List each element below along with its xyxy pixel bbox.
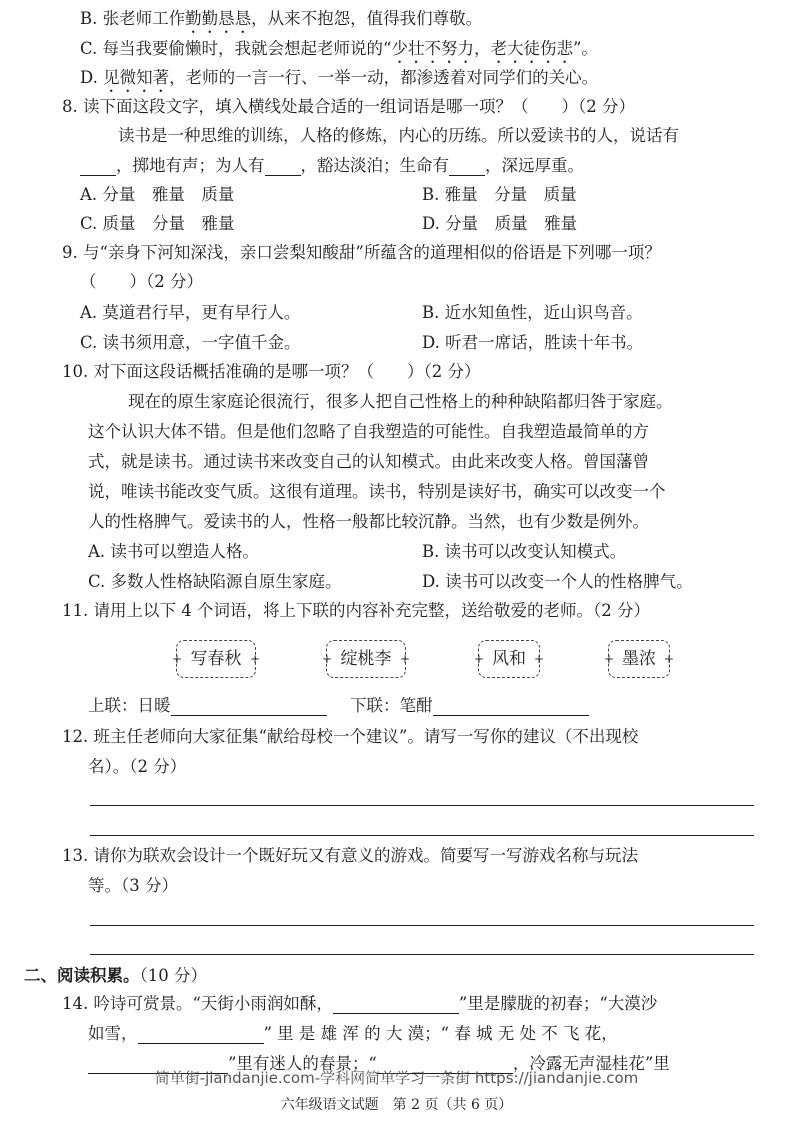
couplet-lower <box>350 696 589 716</box>
couplet-label: 上联：日暖 <box>88 696 171 715</box>
emphasized-text: 见微知著 <box>103 68 170 87</box>
q8-option-b: B. 雅量 分量 质量 <box>422 185 577 204</box>
emphasized-text: 勤勤恳恳 <box>185 9 252 28</box>
passage-text: ，掷地有声；为人有 <box>116 156 265 175</box>
q8-passage-line2 <box>80 156 584 176</box>
q8-option-d: D. 分量 质量 雅量 <box>422 214 578 233</box>
q10-passage-line: 说，唯读书能改变气质。这很有道理。读书，特别是读好书，确实可以改变一个 <box>88 482 666 501</box>
q8-option-a: A. 分量 雅量 质量 <box>80 185 235 204</box>
section-score: （10 分） <box>139 966 207 985</box>
answer-line[interactable] <box>90 925 754 926</box>
poem-text: 如雪， <box>88 1024 138 1043</box>
q8-option-c: C. 质量 分量 雅量 <box>80 214 235 233</box>
option-text: ，从来不抱怨，值得我们尊敬。 <box>251 9 483 28</box>
answer-line[interactable] <box>90 954 754 955</box>
couplet-upper <box>88 696 327 716</box>
answer-line[interactable] <box>90 805 754 806</box>
option-text: B. 张老师工作 <box>80 9 186 28</box>
word-card: + 绽桃李 + <box>326 640 406 678</box>
q13-stem: 13. 请你为联欢会设计一个既好玩又有意义的游戏。简要写一写游戏名称与玩法 <box>62 846 638 865</box>
q10-option-c: C. 多数人性格缺陷源自原生家庭。 <box>88 572 342 591</box>
passage-text: ，豁达淡泊；生命有 <box>300 156 449 175</box>
q10-passage-line: 人的性格脾气。爱读书的人，性格一般都比较沉静。当然，也有少数是例外。 <box>88 512 649 531</box>
option-text: D. <box>80 68 104 87</box>
q9-stem-cont: （ ）（2 分） <box>80 272 203 291</box>
q10-passage-line: 这个认识大体不错。但是他们忽略了自我塑造的可能性。自我塑造最简单的方 <box>88 422 649 441</box>
section-heading <box>24 962 207 986</box>
couplet-label: 下联：笔酣 <box>350 696 433 715</box>
poem-blank[interactable] <box>138 1027 264 1044</box>
q7-option-d <box>80 68 598 96</box>
q8-passage-line1: 读书是一种思维的训练，人格的修炼，内心的历练。所以爱读书的人，说话有 <box>118 126 679 145</box>
q13-stem-cont: 等。（3 分） <box>88 876 178 895</box>
q9-option-c: C. 读书须用意，一字值千金。 <box>80 333 301 352</box>
fill-blank[interactable] <box>449 159 485 176</box>
q14-line1 <box>62 994 657 1014</box>
q9-option-d: D. 听君一席话，胜读十年书。 <box>422 333 644 352</box>
poem-text: 14. 吟诗可赏景。“天街小雨润如酥， <box>62 994 333 1013</box>
poem-blank[interactable] <box>333 997 459 1014</box>
q10-passage-line: 式，就是读书。通过读书来改变自己的认知模式。由此来改变人格。曾国藩曾 <box>88 452 649 471</box>
option-text: ”。 <box>572 39 598 58</box>
q10-passage-line: 现在的原生家庭论很流行，很多人把自己性格上的种种缺陷都归咎于家庭。 <box>128 392 673 411</box>
q9-option-b: B. 近水知鱼性，近山识鸟音。 <box>422 303 643 322</box>
poem-text: ，冷露无声湿桂花”里 <box>512 1054 670 1073</box>
emphasized-text: 少壮不努力，老大徒伤悲 <box>391 39 573 58</box>
q12-stem: 12. 班主任老师向大家征集“献给母校一个建议”。请写一写你的建议（不出现校 <box>62 727 639 746</box>
answer-line[interactable] <box>90 835 754 836</box>
word-card: + 写春秋 + <box>176 640 256 678</box>
q10-option-a: A. 读书可以塑造人格。 <box>88 542 259 561</box>
q10-stem: 10. 对下面这段话概括准确的是哪一项？（ ）（2 分） <box>62 362 481 381</box>
section-title: 二、阅读积累。 <box>24 966 140 985</box>
upper-couplet-blank[interactable] <box>171 699 327 716</box>
fill-blank[interactable] <box>80 159 116 176</box>
q9-option-a: A. 莫道君行早，更有早行人。 <box>80 303 301 322</box>
option-text: ，老师的一言一行、一举一动，都渗透着对同学们的关心。 <box>169 68 599 87</box>
fill-blank[interactable] <box>265 159 301 176</box>
lower-couplet-blank[interactable] <box>433 699 589 716</box>
option-text: C. 每当我要偷懒时，我就会想起老师说的“ <box>80 39 392 58</box>
q14-line2 <box>88 1024 618 1044</box>
poem-text: ” 里 是 雄 浑 的 大 漠；“ 春 城 无 处 不 飞 花， <box>263 1024 618 1043</box>
q7-option-c <box>80 39 598 67</box>
word-card: + 风和 + <box>478 640 540 678</box>
q8-stem: 8. 读下面这段文字，填入横线处最合适的一组词语是哪一项？（ ）（2 分） <box>62 97 635 116</box>
q10-option-d: D. 读书可以改变一个人的性格脾气。 <box>422 572 693 591</box>
watermark: 简单街-jiandanjie.com-学科网简单学习一条街 https://jiandanjie.com <box>154 1069 639 1087</box>
q9-stem: 9. 与“亲身下河知深浅，亲口尝梨知酸甜”所蕴含的道理相似的俗语是下列哪一项？ <box>62 243 661 262</box>
word-card: + 墨浓 + <box>608 640 670 678</box>
poem-text: ”里有迷人的春景；“ <box>228 1054 377 1073</box>
q7-option-b <box>80 9 482 37</box>
page-footer: 六年级语文试题 第 2 页（共 6 页） <box>280 1097 513 1113</box>
passage-text: ，深远厚重。 <box>485 156 584 175</box>
q10-option-b: B. 读书可以改变认知模式。 <box>422 542 627 561</box>
q12-stem-cont: 名）。（2 分） <box>88 757 187 776</box>
poem-text: ”里是朦胧的初春；“大漠沙 <box>458 994 658 1013</box>
q11-stem: 11. 请用上以下 4 个词语，将上下联的内容补充完整，送给敬爱的老师。（2 分） <box>62 601 650 620</box>
